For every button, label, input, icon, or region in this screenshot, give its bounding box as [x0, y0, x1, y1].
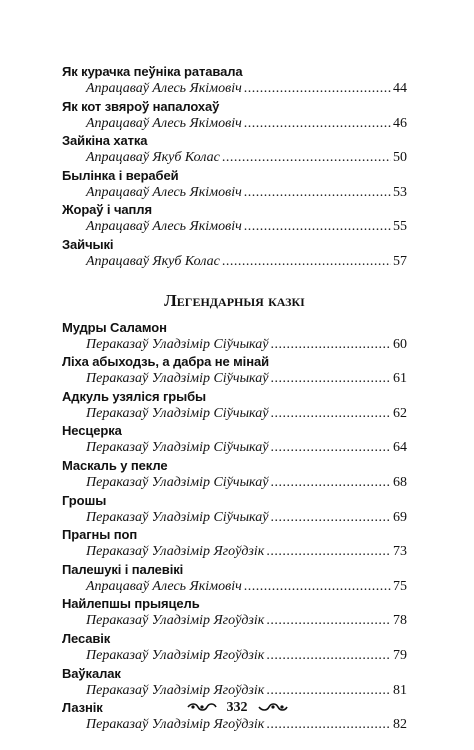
toc-entry-page-number: 78: [393, 613, 407, 629]
toc-entry-page-number: 82: [393, 717, 407, 733]
toc-entry-page-number: 73: [393, 544, 407, 560]
toc-entry: [62, 64, 407, 99]
toc-entry-author: Пераказаў Уладзімір Сіўчыкаў: [86, 440, 269, 456]
toc-entry-page-number: 60: [393, 336, 407, 352]
toc-entry: [62, 423, 407, 458]
toc-entry-title: Несцерка: [62, 423, 122, 439]
toc-entry-author: Апрацаваў Якуб Колас: [86, 253, 220, 269]
toc-entry-author: Пераказаў Уладзімір Ягоўдзік: [86, 544, 265, 560]
toc-entry-author: Апрацаваў Алесь Якімовіч: [86, 115, 242, 131]
toc-entry: [62, 458, 407, 493]
toc-entry-line: [86, 647, 407, 665]
toc-entry-title: Лесавік: [62, 630, 111, 646]
toc-dot-leader: [266, 647, 391, 665]
toc-dot-leader: [244, 184, 391, 202]
toc-entry-author: Апрацаваў Алесь Якімовіч: [86, 219, 242, 235]
toc-entry-title: Як кот звяроў напалохаў: [62, 98, 220, 114]
toc-entry-line: [86, 80, 407, 98]
toc-entry-title: Прагны поп: [62, 527, 138, 543]
toc-entry-page-number: 79: [393, 647, 407, 663]
toc-dot-leader: [270, 336, 391, 354]
ornament-swirl-left-icon: [187, 702, 217, 712]
toc-entry-page-number: 50: [393, 150, 407, 166]
toc-dot-leader: [222, 253, 391, 271]
toc-entry: [62, 666, 407, 701]
toc-group-legendary-tales: [62, 320, 407, 735]
toc-dot-leader: [270, 474, 391, 492]
toc-entry-author: Апрацаваў Алесь Якімовіч: [86, 81, 242, 96]
toc-entry: [62, 320, 407, 355]
toc-entry-page-number: 69: [393, 509, 407, 525]
toc-entry: [62, 237, 407, 272]
toc-entry: [62, 562, 407, 597]
toc-entry-page-number: 64: [393, 440, 407, 456]
toc-entry-page-number: 62: [393, 405, 407, 421]
toc-entry-line: [86, 218, 407, 236]
toc-entry-author: Апрацаваў Алесь Якімовіч: [86, 184, 242, 200]
toc-entry-author: Пераказаў Уладзімір Ягоўдзік: [86, 613, 265, 629]
toc-entry-line: [86, 474, 407, 492]
toc-entry-line: [86, 184, 407, 202]
toc-entry-author: Пераказаў Уладзімір Ягоўдзік: [86, 647, 265, 663]
toc-dot-leader: [270, 439, 391, 457]
toc-entry-author: Пераказаў Уладзімір Сіўчыкаў: [86, 405, 269, 421]
toc-entry-author: Пераказаў Уладзімір Сіўчыкаў: [86, 371, 269, 387]
toc-entry-page-number: 57: [393, 253, 407, 269]
toc-entry-title: Зайчыкі: [62, 236, 114, 252]
toc-dot-leader: [222, 149, 391, 167]
toc-entry-page-number: 75: [393, 578, 407, 594]
toc-dot-leader: [266, 682, 391, 700]
toc-dot-leader: [270, 405, 391, 423]
toc-dot-leader: [266, 543, 391, 561]
toc-entry: [62, 389, 407, 424]
ornament-right-icon: [258, 700, 288, 716]
toc-entry-title: Мудры Саламон: [62, 319, 167, 335]
toc-entry: [62, 493, 407, 528]
toc-entry-title: Грошы: [62, 492, 107, 508]
toc-dot-leader: [270, 370, 391, 388]
toc-entry-page-number: 46: [393, 115, 407, 131]
toc-entry-page-number: 55: [393, 219, 407, 235]
toc-entry-line: [86, 578, 407, 596]
toc-entry-page-number: 81: [393, 682, 407, 698]
page-footer: [0, 698, 474, 718]
toc-entry-line: [86, 543, 407, 561]
table-of-contents: [62, 64, 407, 735]
toc-entry-title: Найлепшы прыяцель: [62, 596, 200, 612]
toc-dot-leader: [266, 612, 391, 630]
toc-entry-author: Пераказаў Уладзімір Ягоўдзік: [86, 682, 265, 698]
toc-entry-line: [86, 612, 407, 630]
toc-entry-title: Жораў і чапля: [62, 202, 152, 218]
toc-entry-title: Ліха абыходзь, а дабра не мінай: [62, 354, 269, 370]
page-number: 332: [226, 700, 248, 715]
toc-dot-leader: [266, 716, 391, 734]
ornament-left-icon: [187, 700, 217, 716]
toc-group-folk-tales: [62, 64, 407, 272]
toc-entry-line: [86, 509, 407, 527]
toc-entry-line: [86, 336, 407, 354]
toc-dot-leader: [270, 509, 391, 527]
toc-entry: [62, 202, 407, 237]
toc-entry-title: Былінка і верабей: [62, 167, 179, 183]
toc-entry-author: Пераказаў Уладзімір Сіўчыкаў: [86, 474, 269, 490]
toc-entry: [62, 99, 407, 134]
toc-entry-title: Зайкіна хатка: [62, 133, 148, 149]
toc-entry-page-number: 53: [393, 184, 407, 200]
toc-entry-page-number: 61: [393, 371, 407, 387]
toc-entry-page-number: 68: [393, 474, 407, 490]
toc-entry-line: [86, 405, 407, 423]
toc-entry-title: Ваўкалак: [62, 665, 121, 681]
toc-entry: [62, 527, 407, 562]
toc-entry-author: Пераказаў Уладзімір Сіўчыкаў: [86, 336, 269, 352]
toc-entry-line: [86, 115, 407, 133]
toc-entry-title: Палешукі і палевікі: [62, 561, 184, 577]
toc-entry-line: [86, 149, 407, 167]
toc-dot-leader: [244, 218, 391, 236]
toc-entry-line: [86, 716, 407, 734]
toc-entry-author: Апрацаваў Алесь Якімовіч: [86, 578, 242, 594]
toc-entry-author: Пераказаў Уладзімір Ягоўдзік: [86, 717, 265, 733]
toc-entry: [62, 596, 407, 631]
toc-entry-author: Пераказаў Уладзімір Сіўчыкаў: [86, 509, 269, 525]
section-heading: Легендарныя казкі: [164, 290, 305, 310]
ornament-swirl-right-icon: [258, 702, 288, 712]
toc-entry-line: [86, 253, 407, 271]
toc-entry-page-number: 44: [393, 81, 407, 96]
toc-entry: [62, 354, 407, 389]
toc-entry-author: Апрацаваў Якуб Колас: [86, 150, 220, 166]
toc-dot-leader: [244, 80, 391, 98]
toc-entry-line: [86, 682, 407, 700]
toc-entry-line: [86, 439, 407, 457]
toc-entry-title: Лазнік: [62, 700, 103, 716]
toc-dot-leader: [244, 578, 391, 596]
toc-entry-title: Адкуль узяліся грыбы: [62, 388, 207, 404]
toc-entry: [62, 168, 407, 203]
toc-entry: [62, 133, 407, 168]
toc-entry-title: Маскаль у пекле: [62, 457, 168, 473]
toc-entry-line: [86, 370, 407, 388]
toc-dot-leader: [244, 115, 391, 133]
toc-entry-title: Як курачка пеўніка ратавала: [62, 64, 243, 79]
toc-entry: [62, 631, 407, 666]
